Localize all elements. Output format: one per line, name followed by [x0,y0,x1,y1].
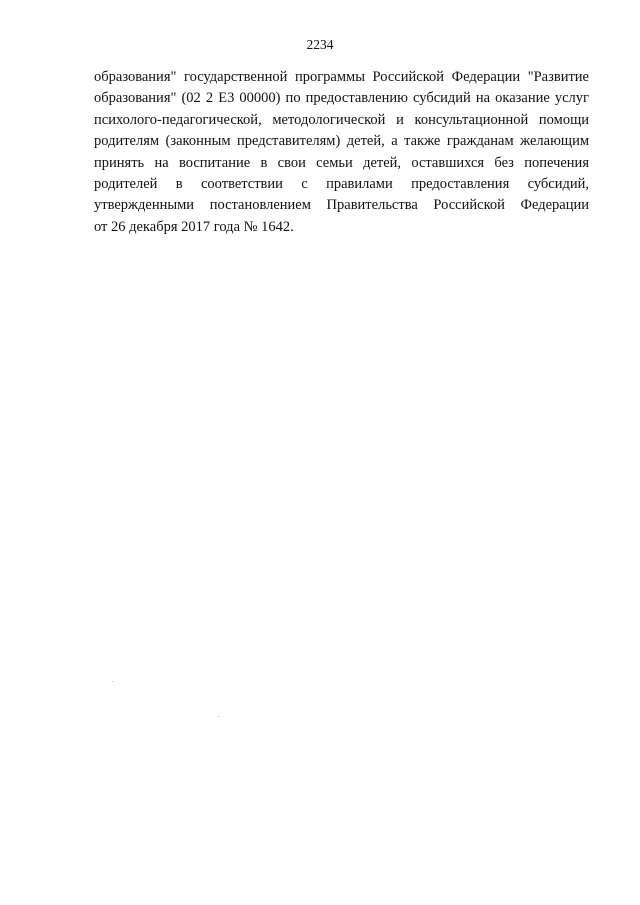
paragraph-line: принять на воспитание в свои семьи детей, оставшихся без попечения [94,154,589,171]
page-number: 2234 [306,37,334,52]
paragraph-line: образования" государственной программы Российской Федерации "Развитие [94,69,589,85]
paragraph-line: утвержденными постановлением Правительства Российской Федерации [94,197,589,214]
scan-speck [218,716,219,717]
paragraph-line: от 26 декабря 2017 года № 1642. [94,218,294,235]
paragraph-line: родителям (законным представителям) детей, а также гражданам желающим [94,133,589,150]
paragraph-line: образования" (02 2 Е3 00000) по предоставлению субсидий на оказание услуг [94,90,589,107]
body-paragraph [94,67,589,238]
paragraph-line: психолого-педагогической, методологической и консультационной помощи [94,111,589,128]
paragraph-line: родителей в соответствии с правилами предоставления субсидий, [94,176,589,193]
scan-speck [112,681,113,682]
